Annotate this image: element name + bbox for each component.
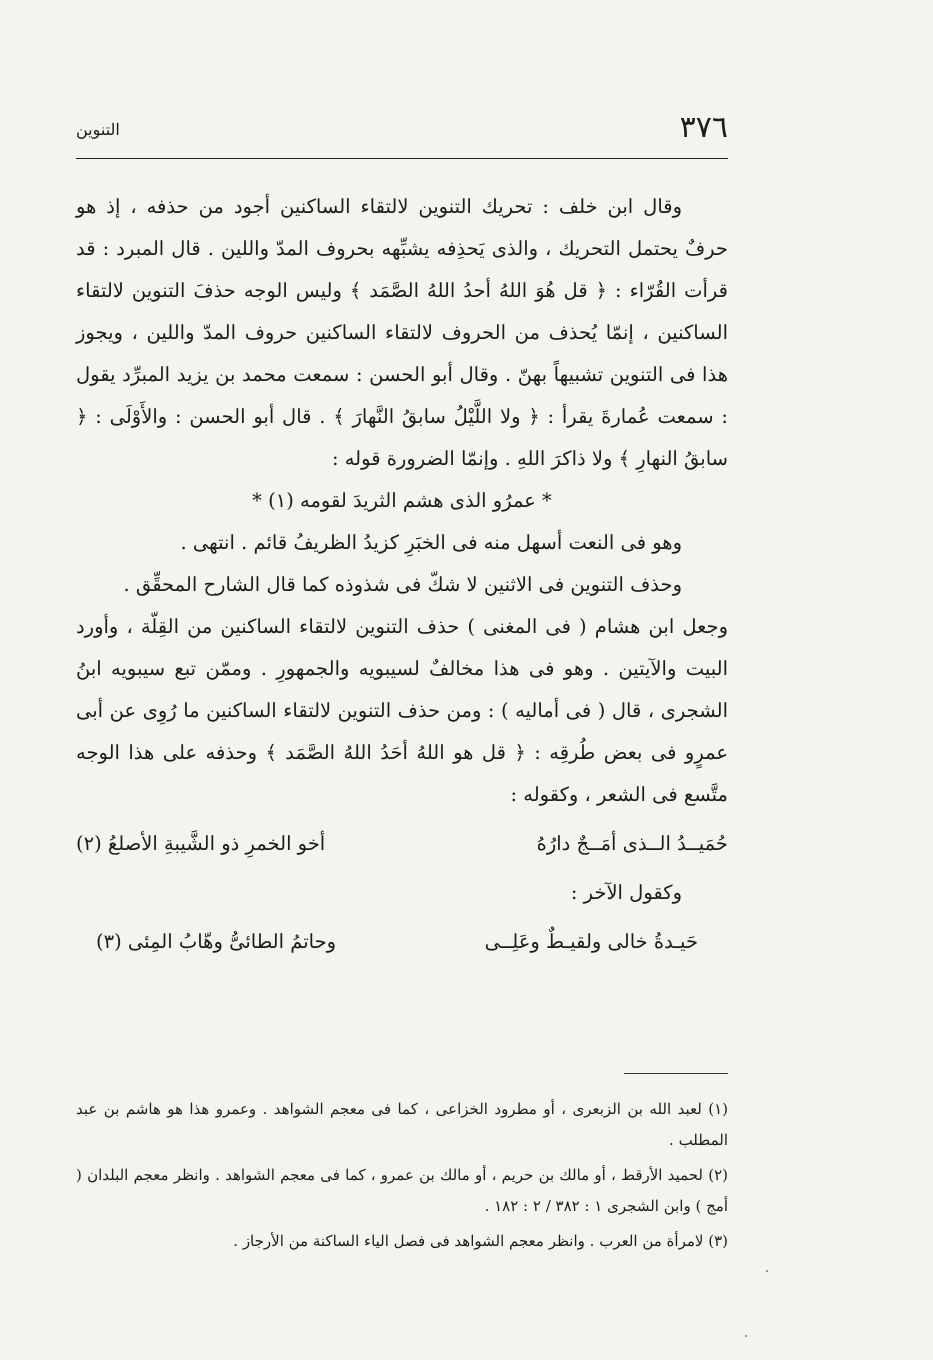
paragraph: وحذف التنوين فى الاثنين لا شكّ فى شذوذه كما قال الشارح المحقِّق . [123, 573, 682, 596]
page-header [76, 108, 728, 156]
paper-speck [766, 1270, 768, 1272]
main-text [76, 186, 728, 970]
verse-line [76, 816, 728, 872]
footnote-divider [624, 1073, 728, 1074]
verse-line [76, 914, 728, 970]
verse-second-hemistich: وحاتمُ الطائىُّ وهّابُ المِئى (٣) [96, 930, 337, 953]
verse-second-hemistich: أخو الخمرِ ذو الشَّيبةِ الأصلعُ (٢) [76, 832, 326, 855]
footnote: (٣) لامرأة من العرب . وانظر معجم الشواهد فى فصل الياء الساكنة من الأرجاز . [233, 1232, 728, 1250]
paragraph: وكقول الآخر : [570, 881, 682, 904]
header-divider [76, 158, 728, 159]
paragraph: وهو فى النعت أسهل منه فى الخبَرِ كزيدُ الظريفُ قائم . انتهى . [180, 531, 682, 554]
quoted-verse: * عمرُو الذى هشم الثريدَ لقومه (١) * [252, 489, 552, 512]
running-title: التنوين [76, 120, 120, 139]
verse-first-hemistich: حُمَيــدُ الــذى أمَــجٌ دارُهُ [536, 832, 728, 855]
verse-first-hemistich: حَيـدةُ خالى ولقيـطٌ وعَلِــى [484, 930, 698, 953]
footnotes [76, 1094, 728, 1261]
paragraph: وقال ابن خلف : تحريك التنوين لالتقاء الساكنين أجود من حذفه ، إذ هو حرفٌ يحتمل التحريك ، والذى يَحذِفه يشبِّهه بحروف المدّ واللين . قال المبرد : قد قرأت القُرّاء : ﴿ قل هُوَ اللهُ أحدُ اللهُ الصَّمَد ﴾ وليس الوجه حذفَ التنوين لالتقاء الساكنين ، إنمّا يُحذف من الحروف لالتقاء الساكنين حروف المدّ واللين ، ويجوز هذا فى التنوين تشبيهاً بهنّ . وقال أبو الحسن : سمعت محمد بن يزيد المبرِّد يقول : سمعت عُمارةَ يقرأ : ﴿ ولا اللَّيْلُ سابقُ النَّهارَ ﴾ . قال أبو الحسن : والأَوْلَى : ﴿ سابقُ النهارِ ﴾ ولا ذاكرَ اللهِ . وإنمّا الضرورة قوله : [76, 195, 728, 470]
paper-speck [745, 1335, 747, 1337]
page-number: ٣٧٦ [679, 110, 728, 145]
paragraph: وجعل ابن هشام ( فى المغنى ) حذف التنوين لالتقاء الساكنين من القِلّة ، وأورد البيت والآيتين . وهو فى هذا مخالفٌ لسيبويه والجمهورِ . وممّن تبع سيبويه ابنُ الشجرى ، قال ( فى أماليه ) : ومن حذف التنوين لالتقاء الساكنين ما رُوِى عن أبى عمرٍو فى بعض طُرقِه : ﴿ قل هو اللهُ أحَدُ اللهُ الصَّمَد ﴾ وحذفه على هذا الوجه متَّسع فى الشعر ، وكقوله : [76, 615, 728, 806]
footnote: (١) لعبد الله بن الزبعرى ، أو مطرود الخزاعى ، كما فى معجم الشواهد . وعمرو هذا هو هاشم بن عبد المطلب . [76, 1100, 728, 1149]
footnote: (٢) لحميد الأرقط ، أو مالك بن حريم ، أو مالك بن عمرو ، كما فى معجم الشواهد . وانظر معجم البلدان ( أمج ) وابن الشجرى ١ : ٣٨٢ / ٢ : ١٨٢ . [76, 1166, 728, 1215]
